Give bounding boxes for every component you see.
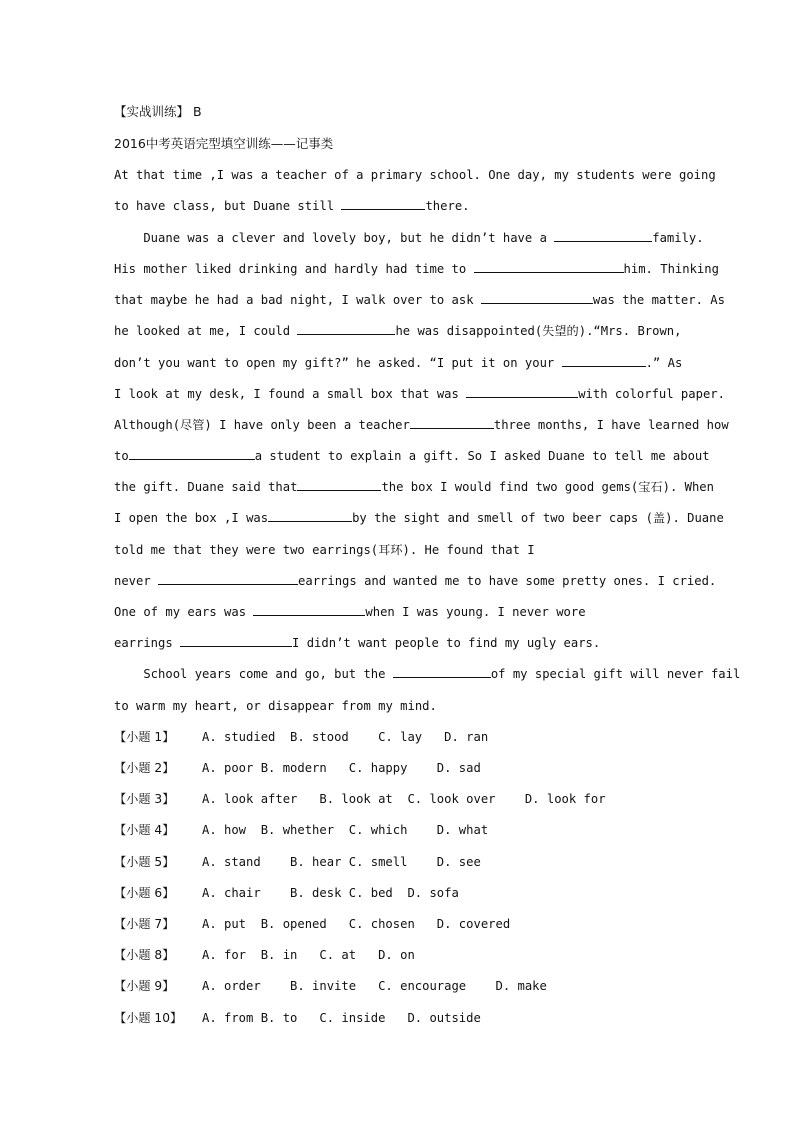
passage-line: never earrings and wanted me to have some pretty ones. I cried.: [114, 574, 717, 588]
answer-blank-10: [297, 479, 381, 491]
passage-line: School years come and go, but the of my special gift will never fail: [114, 667, 741, 681]
question-options: A. order B. invite C. encourage D. make: [202, 979, 547, 993]
passage-line: Duane was a clever and lovely boy, but he didn’t have a family.: [114, 231, 704, 245]
question-number: 【小题 9】: [114, 979, 175, 993]
answer-blank-7: [466, 386, 578, 398]
passage-line: don’t you want to open my gift?” he asked. “I put it on your .” As: [114, 356, 683, 370]
question-options: A. stand B. hear C. smell D. see: [202, 855, 481, 869]
answer-blank-2: [554, 230, 652, 242]
answer-blank-6: [562, 355, 646, 367]
passage-line: At that time ,I was a teacher of a primary school. One day, my students were going: [114, 168, 716, 182]
question-options: A. put B. opened C. chosen D. covered: [202, 917, 511, 931]
answer-blank-8: [410, 417, 494, 429]
question-row: [114, 885, 459, 901]
question-number: 【小题 10】: [114, 1011, 183, 1025]
answer-blank-13: [253, 604, 365, 616]
question-row: [114, 791, 606, 807]
answer-blank-9: [129, 448, 255, 460]
passage-line: that maybe he had a bad night, I walk over to ask was the matter. As: [114, 293, 725, 307]
question-options: A. studied B. stood C. lay D. ran: [202, 730, 489, 744]
passage-line: he looked at me, I could he was disappointed(失望的).“Mrs. Brown,: [114, 324, 682, 338]
question-number: 【小题 4】: [114, 823, 175, 837]
passage-line: to warm my heart, or disappear from my mind.: [114, 699, 437, 713]
question-number: 【小题 1】: [114, 730, 175, 744]
passage-line: Although(尽管) I have only been a teacher three months, I have learned how: [114, 418, 729, 432]
passage-line: One of my ears was when I was young. I never wore: [114, 605, 586, 619]
passage-line: told me that they were two earrings(耳环). He found that I: [114, 543, 535, 557]
question-options: A. for B. in C. at D. on: [202, 948, 415, 962]
answer-blank-15: [393, 666, 491, 678]
question-number: 【小题 3】: [114, 792, 175, 806]
passage-line: I open the box ,I was by the sight and smell of two beer caps (盖). Duane: [114, 511, 724, 525]
passage-line: earrings I didn’t want people to find my ugly ears.: [114, 636, 601, 650]
answer-blank-5: [297, 323, 395, 335]
question-row: [114, 947, 415, 963]
answer-blank-4: [481, 292, 593, 304]
question-row: [114, 760, 481, 776]
passage-line: to have class, but Duane still there.: [114, 199, 470, 213]
answer-blank-3: [474, 261, 624, 273]
answer-blank-1: [341, 198, 425, 210]
page-title: 2016中考英语完型填空训练——记事类: [114, 136, 334, 151]
question-number: 【小题 5】: [114, 855, 175, 869]
question-options: A. chair B. desk C. bed D. sofa: [202, 886, 459, 900]
passage-line: to a student to explain a gift. So I asked Duane to tell me about: [114, 449, 710, 463]
question-row: [114, 822, 488, 838]
passage-line: the gift. Duane said that the box I would find two good gems(宝石). When: [114, 480, 714, 494]
question-options: A. how B. whether C. which D. what: [202, 823, 489, 837]
passage-line: His mother liked drinking and hardly had time to him. Thinking: [114, 262, 719, 276]
question-row: [114, 916, 510, 932]
question-options: A. from B. to C. inside D. outside: [202, 1011, 481, 1025]
question-options: A. look after B. look at C. look over D. look for: [202, 792, 606, 806]
question-row: [114, 978, 547, 994]
section-label: 【实战训练】 B: [114, 104, 202, 119]
question-number: 【小题 2】: [114, 761, 175, 775]
answer-blank-14: [180, 635, 292, 647]
question-row: [114, 1010, 481, 1026]
question-options: A. poor B. modern C. happy D. sad: [202, 761, 481, 775]
question-row: [114, 854, 481, 870]
question-number: 【小题 7】: [114, 917, 175, 931]
passage-line: I look at my desk, I found a small box that was with colorful paper.: [114, 387, 725, 401]
answer-blank-11: [268, 510, 352, 522]
question-row: [114, 729, 488, 745]
question-number: 【小题 6】: [114, 886, 175, 900]
question-number: 【小题 8】: [114, 948, 175, 962]
answer-blank-12: [158, 573, 298, 585]
